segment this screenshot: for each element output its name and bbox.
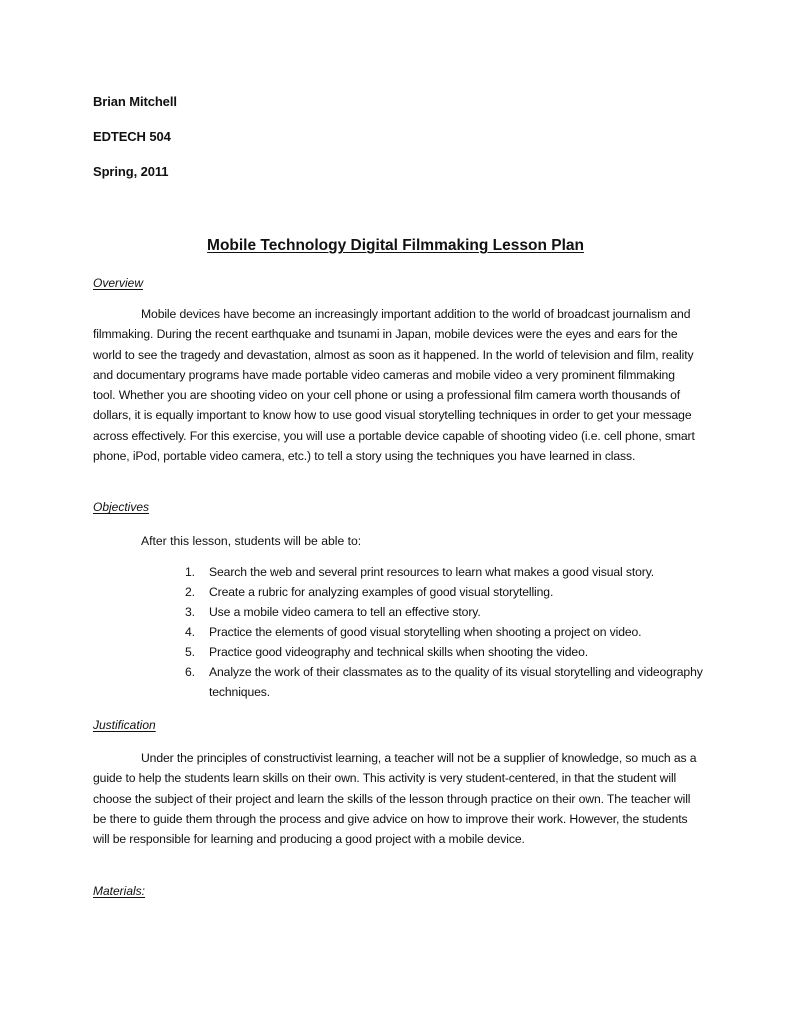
list-item-text: Analyze the work of their classmates as to the quality of its visual storytelling and videography techniques. bbox=[209, 665, 703, 699]
list-item-number: 4. bbox=[185, 625, 195, 639]
list-item bbox=[165, 622, 705, 642]
list-item-text: Use a mobile video camera to tell an effective story. bbox=[209, 605, 481, 619]
list-item-text: Practice good videography and technical skills when shooting the video. bbox=[209, 645, 589, 659]
overview-heading: Overview bbox=[93, 276, 144, 290]
objectives-heading: Objectives bbox=[93, 500, 150, 514]
list-item bbox=[165, 662, 705, 702]
list-item bbox=[165, 562, 705, 582]
justification-heading: Justification bbox=[93, 718, 156, 732]
list-item-number: 3. bbox=[185, 605, 195, 619]
list-item-number: 1. bbox=[185, 565, 195, 579]
document-title-text: Mobile Technology Digital Filmmaking Lesson Plan bbox=[207, 237, 584, 254]
list-item-text: Search the web and several print resources to learn what makes a good visual story. bbox=[209, 565, 655, 579]
document-title bbox=[0, 237, 791, 255]
list-item bbox=[165, 602, 705, 622]
list-item-text: Practice the elements of good visual storytelling when shooting a project on video. bbox=[209, 625, 642, 639]
list-item-number: 2. bbox=[185, 585, 195, 599]
author-name: Brian Mitchell bbox=[93, 94, 177, 109]
justification-paragraph: Under the principles of constructivist learning, a teacher will not be a supplier of knowledge, so much as a guide to help the students learn skills on their own. This activity is very student-centered, in that the student will choose the subject of their project and learn the skills of the lesson through practice on their own. The teacher will be there to guide them through the process and give advice on how to improve their work. However, the students will be responsible for learning and producing a good project with a mobile device. bbox=[93, 751, 697, 847]
list-item bbox=[165, 582, 705, 602]
course-code: EDTECH 504 bbox=[93, 129, 171, 144]
materials-heading: Materials: bbox=[93, 884, 146, 898]
list-item-text: Create a rubric for analyzing examples of good visual storytelling. bbox=[209, 585, 554, 599]
overview-paragraph: Mobile devices have become an increasingly important addition to the world of broadcast journalism and filmmaking. During the recent earthquake and tsunami in Japan, mobile devices were the eyes and ears for the world to see the tragedy and devastation, almost as soon as it happened. In the world of television and film, reality and documentary programs have made portable video cameras and mobile video a very prominent filmmaking tool. Whether you are shooting video on your cell phone or using a professional film camera worth thousands of dollars, it is equally important to know how to use good visual storytelling techniques in order to get your message across effectively. For this exercise, you will use a portable device capable of shooting video (i.e. cell phone, smart phone, iPod, portable video camera, etc.) to tell a story using the techniques you have learned in class. bbox=[93, 307, 695, 464]
list-item bbox=[165, 642, 705, 662]
objectives-list bbox=[165, 562, 705, 702]
list-item-number: 5. bbox=[185, 645, 195, 659]
term: Spring, 2011 bbox=[93, 164, 169, 179]
list-item-number: 6. bbox=[185, 665, 195, 679]
objectives-intro: After this lesson, students will be able to: bbox=[141, 534, 362, 548]
